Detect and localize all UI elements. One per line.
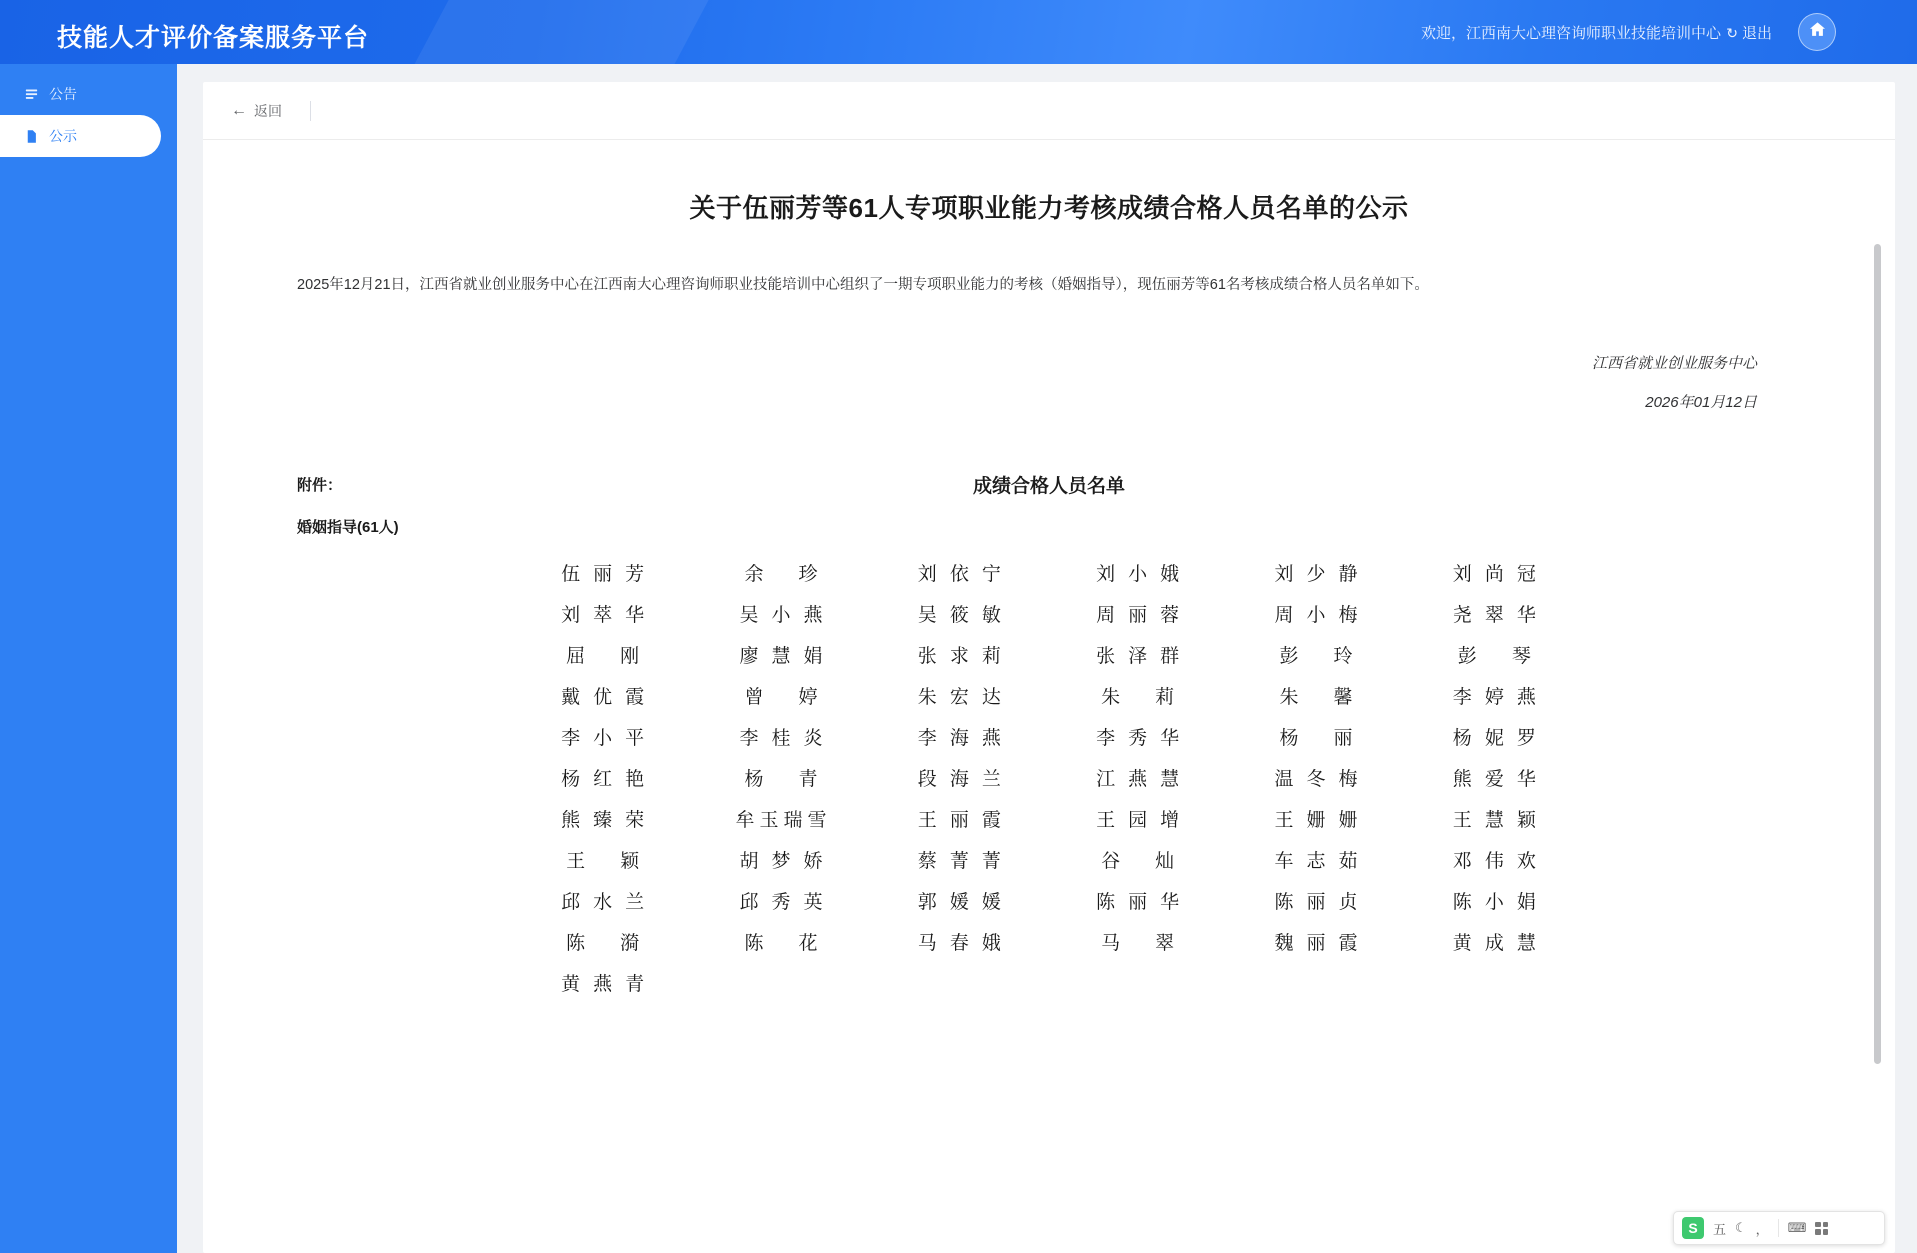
name-char: 妮 (1484, 727, 1505, 749)
signature-organization: 江西省就业创业服务中心 (1591, 354, 1757, 372)
name-cell (514, 969, 692, 996)
name-char: 刘 (1452, 563, 1473, 585)
name-cell (1049, 723, 1227, 750)
announcement-icon (22, 87, 40, 102)
name-char: 燕 (1516, 686, 1537, 708)
refresh-icon: ↻ (1726, 25, 1738, 41)
name-char: 冬 (1306, 768, 1327, 790)
name-cell (514, 928, 692, 955)
name-char: 娟 (1516, 891, 1537, 913)
home-icon (1808, 20, 1827, 44)
name-char: 马 (917, 932, 938, 954)
name-cell (1406, 764, 1584, 791)
name-char: 朱 (1101, 686, 1122, 708)
scrollbar-track[interactable] (1881, 216, 1888, 1253)
sidebar-item-label: 公告 (49, 86, 77, 102)
name-char: 霞 (981, 809, 1002, 831)
sidebar-item-publicity[interactable] (0, 115, 161, 157)
name-cell (1227, 641, 1405, 668)
name-char: 海 (949, 768, 970, 790)
name-cell (1406, 682, 1584, 709)
name-char: 小 (1484, 891, 1505, 913)
name-char: 桂 (771, 727, 792, 749)
sidebar-item-label: 公示 (49, 128, 77, 144)
name-char: 曾 (744, 686, 765, 708)
ime-mode-label[interactable]: 五 (1713, 1221, 1727, 1237)
logout-button[interactable] (1726, 22, 1772, 43)
name-char: 芳 (625, 563, 646, 585)
name-cell (1049, 600, 1227, 627)
top-header-bar (0, 0, 1917, 64)
name-char: 王 (1096, 809, 1117, 831)
document-title: 关于伍丽芳等61人专项职业能力考核成绩合格人员名单的公示 (689, 193, 1409, 223)
publicity-panel (203, 82, 1895, 1253)
name-char: 霞 (625, 686, 646, 708)
name-cell (692, 928, 870, 955)
name-cell (871, 764, 1049, 791)
name-char: 宏 (949, 686, 970, 708)
ime-floating-bar[interactable] (1673, 1211, 1885, 1245)
name-cell (871, 641, 1049, 668)
name-char: 达 (981, 686, 1002, 708)
name-char: 李 (1452, 686, 1473, 708)
name-char: 郭 (917, 891, 938, 913)
name-cell (692, 805, 870, 832)
name-char: 菁 (949, 850, 970, 872)
name-char: 熊 (1452, 768, 1473, 790)
name-cell (1406, 887, 1584, 914)
name-cell (871, 682, 1049, 709)
name-char: 翠 (1155, 932, 1176, 954)
name-char: 颖 (620, 850, 641, 872)
name-char: 炎 (803, 727, 824, 749)
name-char: 屈 (566, 645, 587, 667)
signature-date: 2026年01月12日 (1645, 393, 1757, 411)
name-cell (692, 764, 870, 791)
name-char: 慧 (1484, 809, 1505, 831)
name-cell (871, 805, 1049, 832)
name-char: 华 (1160, 891, 1181, 913)
name-cell (514, 723, 692, 750)
name-char: 丽 (1128, 891, 1149, 913)
keyboard-icon[interactable]: ⌨ (1787, 1220, 1807, 1235)
name-char: 群 (1160, 645, 1181, 667)
apps-grid-icon[interactable] (1815, 1222, 1828, 1235)
name-char: 刚 (620, 645, 641, 667)
name-char: 欢 (1516, 850, 1537, 872)
name-char: 梦 (771, 850, 792, 872)
name-cell (514, 805, 692, 832)
signature-block (263, 344, 1835, 422)
attachment-label: 附件： (297, 476, 343, 494)
name-char: 媛 (949, 891, 970, 913)
name-char: 馨 (1333, 686, 1354, 708)
name-char: 黄 (1452, 932, 1473, 954)
name-char: 蔡 (917, 850, 938, 872)
document-body (203, 188, 1895, 1253)
name-char: 莉 (1155, 686, 1176, 708)
name-char: 艳 (625, 768, 646, 790)
name-cell (1406, 846, 1584, 873)
name-cell (1227, 600, 1405, 627)
name-char: 周 (1096, 604, 1117, 626)
name-char: 李 (1096, 727, 1117, 749)
name-char: 少 (1306, 563, 1327, 585)
name-cell (514, 887, 692, 914)
name-cell (871, 928, 1049, 955)
name-char: 萃 (593, 604, 614, 626)
name-char: 园 (1128, 809, 1149, 831)
home-button[interactable] (1798, 13, 1836, 51)
moon-icon[interactable]: ☾ (1735, 1220, 1747, 1235)
name-cell (1406, 559, 1584, 586)
name-char: 婷 (798, 686, 819, 708)
name-char: 敏 (981, 604, 1002, 626)
name-char: 玲 (1333, 645, 1354, 667)
name-char: 陈 (1452, 891, 1473, 913)
name-char: 王 (566, 850, 587, 872)
name-cell (871, 600, 1049, 627)
name-char: 蓉 (1160, 604, 1181, 626)
name-char: 冠 (1516, 563, 1537, 585)
name-char: 水 (593, 891, 614, 913)
name-char: 红 (593, 768, 614, 790)
name-char: 姗 (1306, 809, 1327, 831)
name-char: 丽 (1333, 727, 1354, 749)
name-char: 燕 (593, 973, 614, 995)
name-char: 小 (1306, 604, 1327, 626)
back-button[interactable] (231, 101, 282, 121)
name-cell (1049, 887, 1227, 914)
name-char: 颖 (1516, 809, 1537, 831)
name-char: 娇 (803, 850, 824, 872)
name-char: 媛 (981, 891, 1002, 913)
name-char: 慧 (1160, 768, 1181, 790)
name-char: 刘 (917, 563, 938, 585)
name-char: 刘 (561, 604, 582, 626)
name-char: 小 (771, 604, 792, 626)
name-char: 李 (561, 727, 582, 749)
name-char: 车 (1274, 850, 1295, 872)
name-char: 杨 (1452, 727, 1473, 749)
name-char: 花 (798, 932, 819, 954)
name-char: 熊 (561, 809, 582, 831)
name-char: 陈 (566, 932, 587, 954)
name-char: 杨 (744, 768, 765, 790)
name-cell (1227, 559, 1405, 586)
name-char: 李 (739, 727, 760, 749)
toolbar-divider (310, 101, 311, 121)
name-char: 求 (949, 645, 970, 667)
name-cell (871, 723, 1049, 750)
name-char: 荣 (625, 809, 646, 831)
name-char: 小 (1128, 563, 1149, 585)
name-char: 梅 (1338, 604, 1359, 626)
name-char: 霞 (1338, 932, 1359, 954)
name-char: 杨 (1279, 727, 1300, 749)
arrow-left-icon: ← (231, 101, 247, 119)
name-cell (1049, 682, 1227, 709)
name-char: 丽 (1306, 891, 1327, 913)
name-cell (1227, 805, 1405, 832)
name-char: 王 (1274, 809, 1295, 831)
name-char: 依 (949, 563, 970, 585)
name-cell (1049, 928, 1227, 955)
qualified-names-grid (514, 559, 1584, 996)
name-char: 张 (1096, 645, 1117, 667)
name-char: 青 (625, 973, 646, 995)
name-char: 增 (1160, 809, 1181, 831)
scrollbar-thumb[interactable] (1874, 244, 1881, 1064)
name-char: 段 (917, 768, 938, 790)
name-char: 燕 (803, 604, 824, 626)
name-char: 娥 (1160, 563, 1181, 585)
name-cell (692, 887, 870, 914)
platform-title: 技能人才评价备案服务平台 (57, 24, 370, 52)
name-char: 邓 (1452, 850, 1473, 872)
name-char: 朱 (917, 686, 938, 708)
name-cell (692, 641, 870, 668)
name-cell (1406, 641, 1584, 668)
name-char: 燕 (1128, 768, 1149, 790)
name-cell (1049, 764, 1227, 791)
name-cell (1406, 600, 1584, 627)
panel-toolbar (203, 82, 1895, 140)
name-char: 江 (1096, 768, 1117, 790)
name-char: 茹 (1338, 850, 1359, 872)
name-char: 余 (744, 563, 765, 585)
name-char: 爱 (1484, 768, 1505, 790)
name-char: 泽 (1128, 645, 1149, 667)
name-cell (1049, 559, 1227, 586)
name-char: 灿 (1155, 850, 1176, 872)
name-char: 伍 (561, 563, 582, 585)
name-cell (1406, 723, 1584, 750)
name-char: 华 (1516, 768, 1537, 790)
name-char: 燕 (981, 727, 1002, 749)
name-char: 姗 (1338, 809, 1359, 831)
name-char: 张 (917, 645, 938, 667)
name-cell (514, 682, 692, 709)
name-char: 杨 (561, 768, 582, 790)
name-char: 丽 (1306, 932, 1327, 954)
name-char: 海 (949, 727, 970, 749)
name-char: 丽 (949, 809, 970, 831)
name-char: 瑞 (783, 809, 804, 831)
name-char: 华 (1516, 604, 1537, 626)
name-char: 朱 (1279, 686, 1300, 708)
document-icon (22, 129, 40, 144)
name-char: 兰 (625, 891, 646, 913)
name-cell (871, 559, 1049, 586)
name-char: 成 (1484, 932, 1505, 954)
name-char: 青 (798, 768, 819, 790)
name-char: 慧 (771, 645, 792, 667)
back-label: 返回 (254, 102, 282, 119)
name-cell (514, 846, 692, 873)
name-char: 谷 (1101, 850, 1122, 872)
name-char: 兰 (981, 768, 1002, 790)
name-char: 尚 (1484, 563, 1505, 585)
name-char: 漪 (620, 932, 641, 954)
sidebar (0, 64, 177, 1253)
name-char: 婷 (1484, 686, 1505, 708)
name-cell (692, 682, 870, 709)
name-char: 华 (1160, 727, 1181, 749)
name-char: 陈 (1096, 891, 1117, 913)
logout-label: 退出 (1741, 25, 1772, 42)
sidebar-item-announcement[interactable] (0, 73, 177, 115)
welcome-text: 欢迎，江西南大心理咨询师职业技能培训中心 (1420, 25, 1721, 42)
name-char: 宁 (981, 563, 1002, 585)
comma-icon[interactable]: ， (1755, 1221, 1769, 1237)
name-char: 菁 (981, 850, 1002, 872)
document-paragraph: 2025年12月21日，江西省就业创业服务中心在江西南大心理咨询师职业技能培训中心组织了一期专项职业能力的考核（婚姻指导），现伍丽芳等61名考核成绩合格人员名单如下。 (297, 277, 1429, 293)
name-char: 马 (1101, 932, 1122, 954)
name-char: 王 (917, 809, 938, 831)
name-list-title: 成绩合格人员名单 (972, 475, 1125, 497)
name-cell (692, 600, 870, 627)
name-char: 魏 (1274, 932, 1295, 954)
name-char: 牟 (735, 809, 756, 831)
name-cell (514, 559, 692, 586)
name-char: 周 (1274, 604, 1295, 626)
name-char: 罗 (1516, 727, 1537, 749)
name-char: 贞 (1338, 891, 1359, 913)
name-cell (1406, 805, 1584, 832)
name-char: 丽 (593, 563, 614, 585)
name-cell (1049, 641, 1227, 668)
name-char: 胡 (739, 850, 760, 872)
name-char: 珍 (798, 563, 819, 585)
name-cell (514, 641, 692, 668)
name-char: 李 (917, 727, 938, 749)
content-area (177, 64, 1917, 1253)
name-cell (1227, 723, 1405, 750)
name-char: 戴 (561, 686, 582, 708)
name-cell (1049, 846, 1227, 873)
name-char: 邱 (561, 891, 582, 913)
name-char: 秀 (771, 891, 792, 913)
name-cell (871, 887, 1049, 914)
name-char: 筱 (949, 604, 970, 626)
name-char: 陈 (1274, 891, 1295, 913)
name-char: 伟 (1484, 850, 1505, 872)
name-cell (1406, 928, 1584, 955)
name-char: 莉 (981, 645, 1002, 667)
name-cell (1049, 805, 1227, 832)
name-char: 丽 (1128, 604, 1149, 626)
name-cell (514, 600, 692, 627)
name-char: 臻 (593, 809, 614, 831)
name-char: 娥 (981, 932, 1002, 954)
name-char: 吴 (917, 604, 938, 626)
name-char: 陈 (744, 932, 765, 954)
name-char: 琴 (1511, 645, 1532, 667)
name-char: 邱 (739, 891, 760, 913)
ime-logo-icon: S (1682, 1217, 1704, 1239)
name-char: 刘 (1274, 563, 1295, 585)
name-cell (1227, 764, 1405, 791)
name-cell (692, 723, 870, 750)
name-char: 彭 (1279, 645, 1300, 667)
name-char: 翠 (1484, 604, 1505, 626)
ime-divider (1778, 1219, 1779, 1237)
name-char: 温 (1274, 768, 1295, 790)
name-cell (871, 846, 1049, 873)
name-char: 娟 (803, 645, 824, 667)
name-char: 梅 (1338, 768, 1359, 790)
name-char: 英 (803, 891, 824, 913)
name-char: 尧 (1452, 604, 1473, 626)
name-char: 华 (625, 604, 646, 626)
name-char: 秀 (1128, 727, 1149, 749)
name-char: 彭 (1457, 645, 1478, 667)
name-cell (1227, 928, 1405, 955)
name-char: 小 (593, 727, 614, 749)
name-cell (692, 559, 870, 586)
name-char: 静 (1338, 563, 1359, 585)
name-char: 廖 (739, 645, 760, 667)
name-char: 春 (949, 932, 970, 954)
name-char: 刘 (1096, 563, 1117, 585)
name-char: 玉 (759, 809, 780, 831)
name-cell (1227, 846, 1405, 873)
name-char: 吴 (739, 604, 760, 626)
name-char: 雪 (807, 809, 828, 831)
name-cell (514, 764, 692, 791)
name-char: 慧 (1516, 932, 1537, 954)
name-char: 志 (1306, 850, 1327, 872)
name-cell (1227, 887, 1405, 914)
name-cell (1227, 682, 1405, 709)
name-char: 平 (625, 727, 646, 749)
occupation-count-label: 婚姻指导(61人) (297, 518, 399, 536)
name-char: 黄 (561, 973, 582, 995)
name-char: 王 (1452, 809, 1473, 831)
name-char: 优 (593, 686, 614, 708)
name-cell (692, 846, 870, 873)
